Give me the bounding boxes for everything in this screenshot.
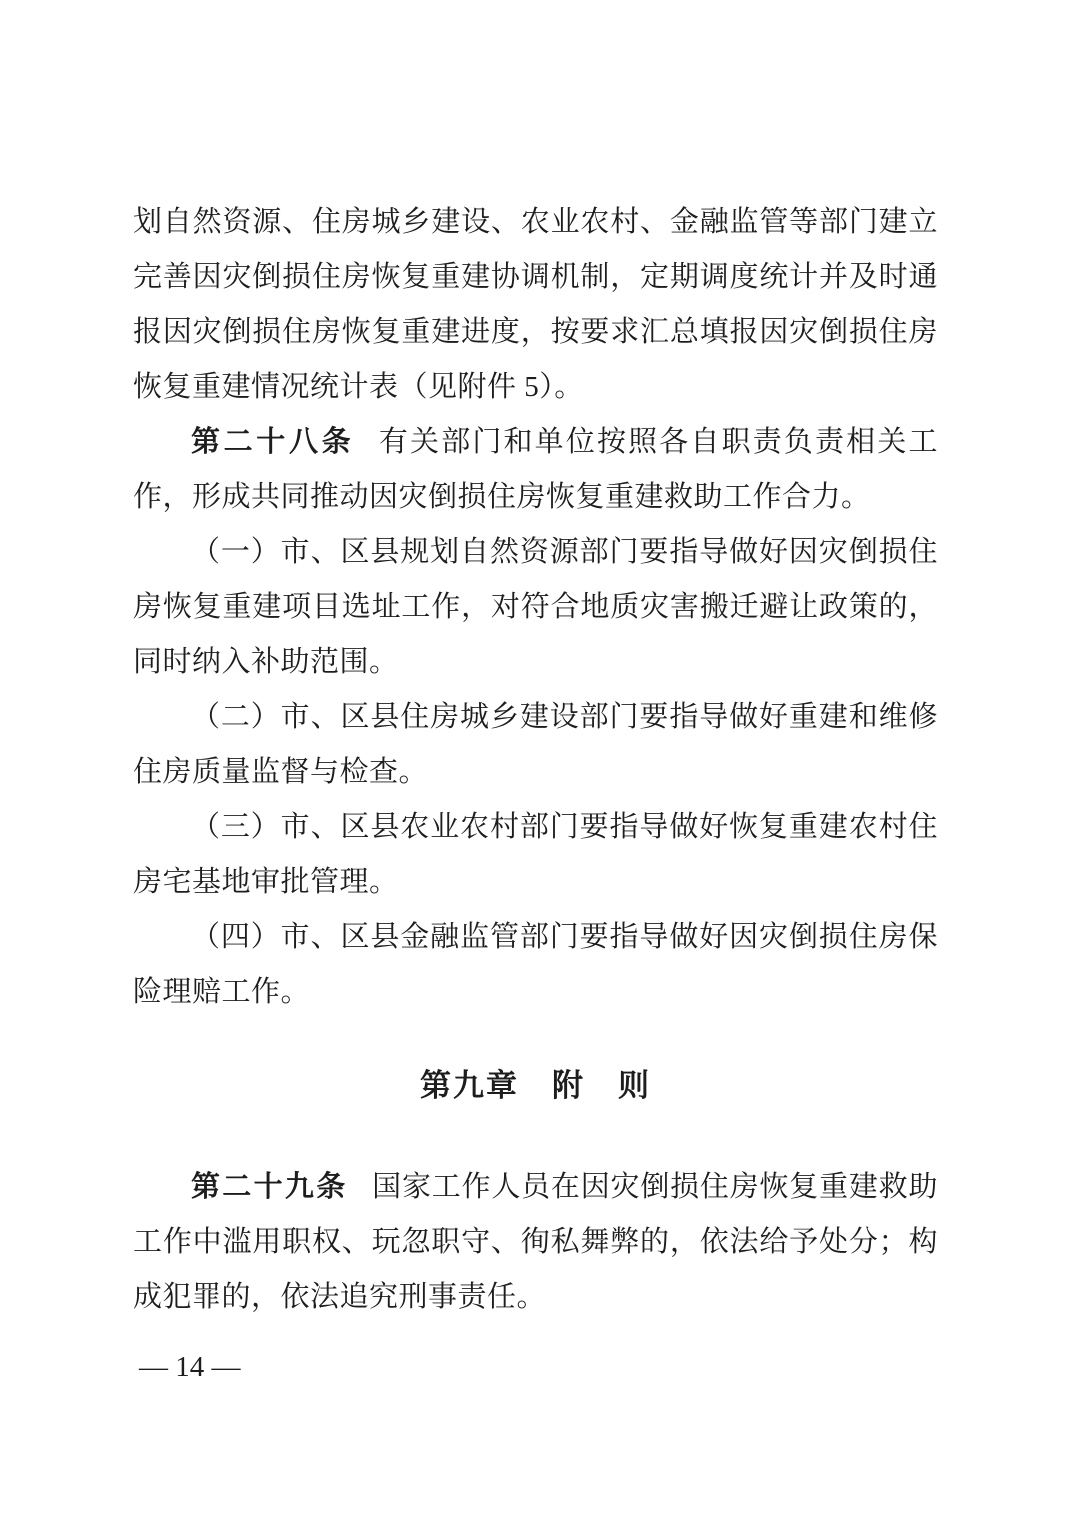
article-28-item-4: （四）市、区县金融监管部门要指导做好因灾倒损住房保险理赔工作。 xyxy=(133,921,938,1008)
article-29-body: 国家工作人员在因灾倒损住房恢复重建救助工作中滥用职权、玩忽职守、徇私舞弊的，依法给予处分；构成犯罪的，依法追究刑事责任。 xyxy=(133,1171,938,1313)
continuation-paragraph: 划自然资源、住房城乡建设、农业农村、金融监管等部门建立完善因灾倒损住房恢复重建协调机制，定期调度统计并及时通报因灾倒损住房恢复重建进度，按要求汇总填报因灾倒损住房恢复重建情况统计表（见附件 5）。 xyxy=(133,206,938,403)
article-28-item-2: （二）市、区县住房城乡建设部门要指导做好重建和维修住房质量监督与检查。 xyxy=(133,701,938,788)
article-28-item-1: （一）市、区县规划自然资源部门要指导做好因灾倒损住房恢复重建项目选址工作，对符合地质灾害搬迁避让政策的，同时纳入补助范围。 xyxy=(133,536,938,678)
page-number: — 14 — xyxy=(139,1351,241,1383)
article-28-paragraph xyxy=(133,415,938,525)
article-28-body: 有关部门和单位按照各自职责负责相关工作，形成共同推动因灾倒损住房恢复重建救助工作合力。 xyxy=(133,426,938,513)
article-28-number: 第二十八条 xyxy=(191,426,355,458)
article-28-item-3: （三）市、区县农业农村部门要指导做好恢复重建农村住房宅基地审批管理。 xyxy=(133,811,938,898)
article-29-number: 第二十九条 xyxy=(191,1171,348,1203)
article-29-paragraph xyxy=(133,1160,938,1325)
document-body xyxy=(133,195,938,1387)
chapter-9-heading: 第九章 附 则 xyxy=(420,1068,651,1103)
